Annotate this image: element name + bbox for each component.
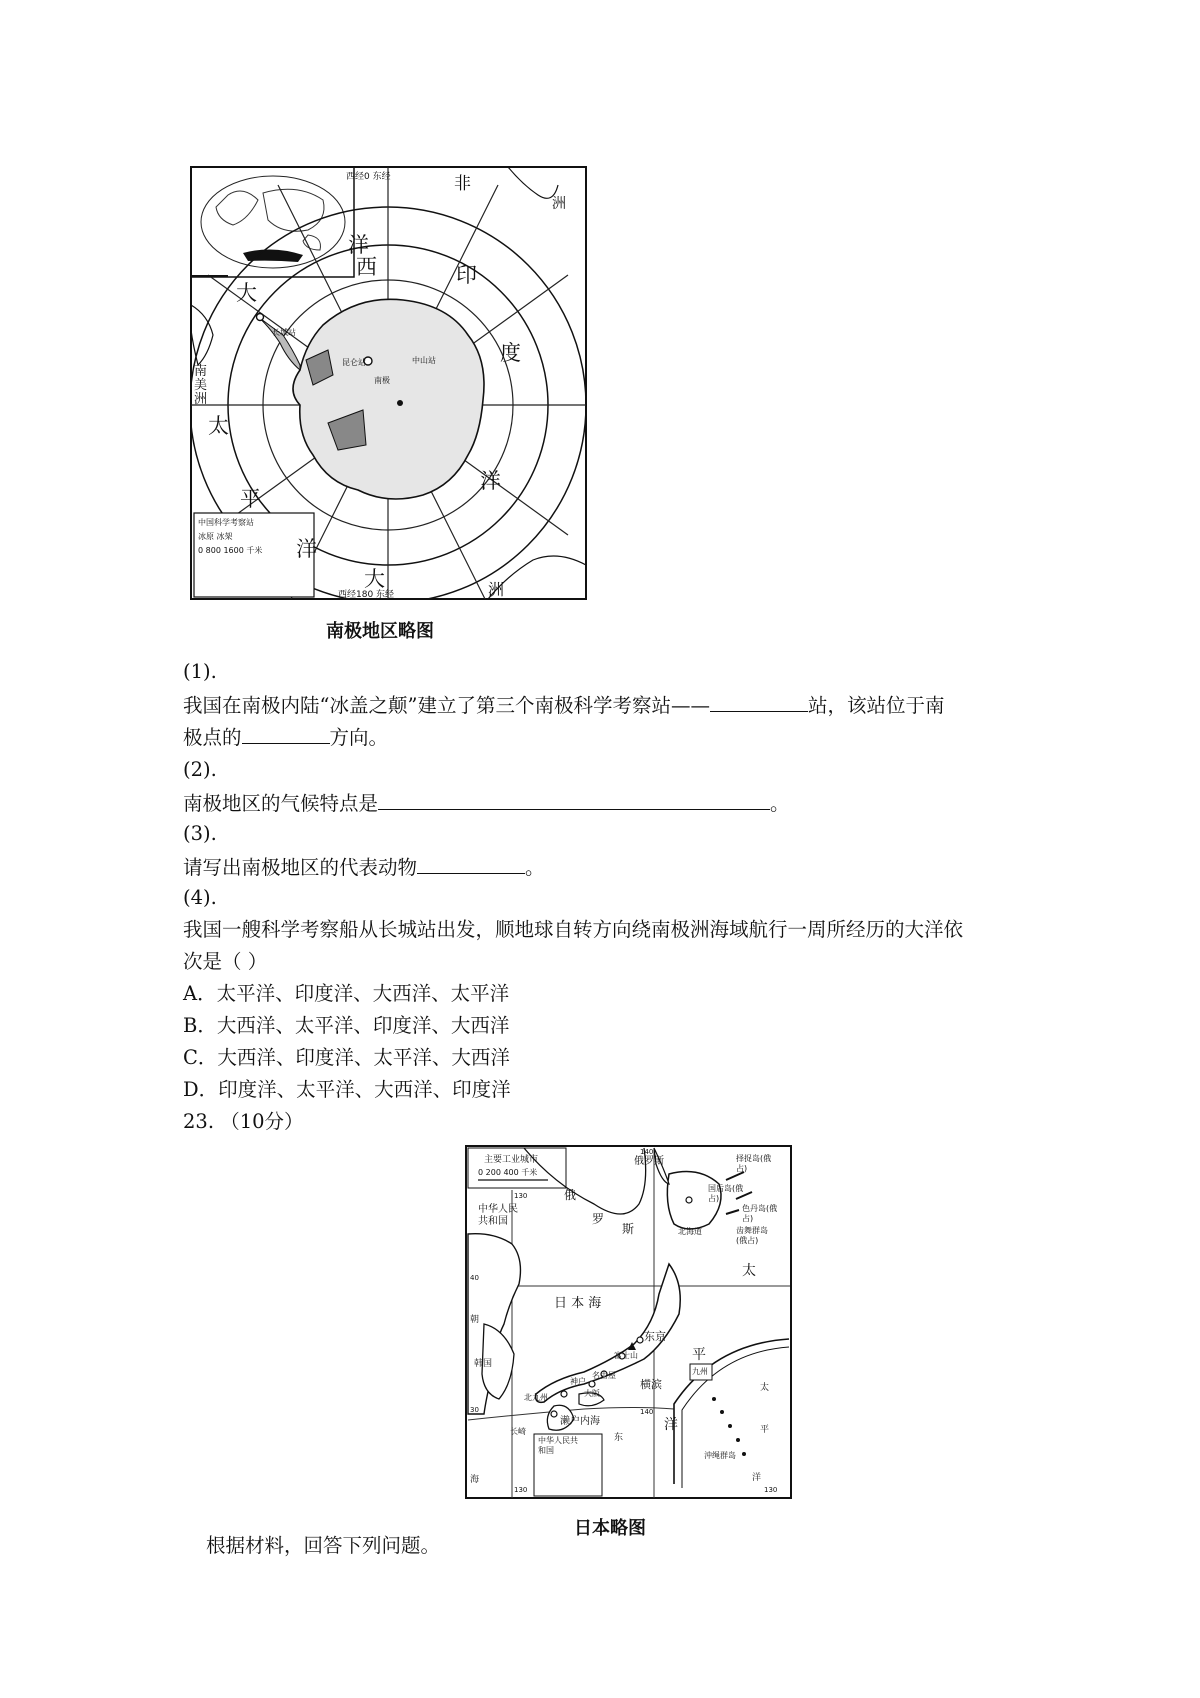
label-pacific-ping: 平 — [692, 1347, 706, 1363]
label-yang-small: 洋 — [752, 1473, 762, 1483]
option-c[interactable]: C．大西洋、印度洋、太平洋、大西洋 — [183, 1046, 510, 1069]
pacific-char-tai: 太 — [208, 414, 229, 438]
deg-140-top: 140 — [640, 1148, 654, 1156]
legend-station: 中国科学考察站 — [198, 518, 254, 527]
deg-130-inset: 130 — [764, 1486, 778, 1494]
meridian-top-label: 西经0 东经 — [346, 172, 391, 182]
q1-line-2 — [183, 724, 388, 750]
label-dong: 东 — [614, 1433, 624, 1443]
label-sea-small: 海 — [470, 1475, 480, 1485]
australia-char-zhou: 洲 — [488, 580, 505, 599]
label-nagoya: 名古屋 — [592, 1371, 616, 1380]
meridian-bottom-label: 西经180 东经 — [338, 590, 395, 600]
deg-40: 40 — [470, 1274, 479, 1282]
q2-text-a: 南极地区的气候特点是 — [183, 792, 379, 815]
q1-text-a: 我国在南极内陆“冰盖之颠”建立了第三个南极科学考察站—— — [183, 694, 710, 717]
antarctic-map — [188, 165, 588, 602]
atlantic-char-yang: 洋 — [348, 233, 369, 257]
zhongshan-station-label: 中山站 — [412, 356, 436, 365]
label-ping-small: 平 — [760, 1425, 770, 1435]
deg-30: 30 — [470, 1406, 479, 1414]
q1-text-d: 方向。 — [329, 726, 389, 749]
label-russia: 俄罗斯 — [634, 1156, 664, 1167]
q1-text-c: 极点的 — [183, 726, 242, 749]
label-e-o: 俄 — [564, 1188, 577, 1202]
label-pacific-tai: 太 — [742, 1263, 756, 1279]
label-nagasaki: 长崎 — [510, 1427, 526, 1436]
deg-140-mid: 140 — [640, 1408, 654, 1416]
pacific-char-ping: 平 — [240, 487, 261, 511]
indian-char-du: 度 — [500, 341, 521, 365]
indian-char-yin: 印 — [456, 263, 477, 287]
label-okinawa: 沖绳群岛 — [704, 1451, 736, 1460]
label-korea: 韩国 — [474, 1359, 493, 1369]
label-e-si: 斯 — [622, 1222, 635, 1236]
legend-ice: 冰原 冰架 — [198, 532, 233, 541]
japan-legend-title: 主要工业城市 — [484, 1155, 539, 1165]
q4-line-1: 我国一艘科学考察船从长城站出发，顺地球自转方向绕南极洲海域航行一周所经历的大洋依 — [183, 918, 964, 941]
option-a[interactable]: A．太平洋、印度洋、大西洋、太平洋 — [183, 982, 510, 1005]
africa-char-zhou: 洲 — [552, 196, 566, 212]
label-e-luo: 罗 — [592, 1212, 605, 1226]
indian-char-yang: 洋 — [480, 469, 501, 493]
q1-blank-station[interactable] — [710, 692, 808, 712]
q2-text-b: 。 — [770, 792, 790, 815]
label-kobe: 神户 — [570, 1377, 586, 1386]
label-china-inset: 中华人民共和国 — [538, 1436, 578, 1455]
label-tokyo: 东京 — [644, 1330, 666, 1343]
label-osaka: 大阪 — [584, 1389, 600, 1398]
option-b[interactable]: B．大西洋、太平洋、印度洋、大西洋 — [183, 1014, 510, 1037]
south-america-label: 南美洲 — [194, 364, 208, 407]
south-pole-label: 南极 — [374, 376, 390, 385]
q3-blank-animal[interactable] — [417, 854, 525, 874]
q4-number: (4). — [183, 886, 217, 909]
label-sea-of-japan: 日 本 海 — [554, 1296, 602, 1311]
q3-line — [183, 854, 545, 880]
atlantic-char-xi: 西 — [356, 255, 377, 279]
q3-text-b: 。 — [525, 856, 545, 879]
kunlun-station-label: 昆仑站 — [342, 358, 366, 367]
q3-number: (3). — [183, 822, 217, 845]
deg-130-bottom: 130 — [514, 1486, 528, 1494]
pacific-char-yang: 洋 — [296, 537, 317, 561]
material-instruction: 根据材料，回答下列问题。 — [206, 1534, 441, 1557]
australia-char-da: 大 — [364, 567, 385, 591]
label-habomai: 齿舞群岛(俄占) — [736, 1226, 768, 1245]
label-setonaikai: 濑户内海 — [560, 1416, 600, 1427]
japan-legend-scale: 0 200 400 千米 — [478, 1168, 538, 1177]
label-kyushu: 九州 — [692, 1367, 708, 1376]
great-wall-station-label: 长城站 — [272, 328, 296, 337]
label-pacific-yang: 洋 — [664, 1417, 678, 1433]
legend-scale: 0 800 1600 千米 — [198, 546, 263, 555]
label-china: 中华人民共和国 — [478, 1204, 518, 1227]
atlantic-char-da: 大 — [236, 281, 257, 305]
q1-line-1 — [183, 692, 944, 718]
q2-line — [183, 790, 790, 816]
q1-text-b: 站，该站位于南 — [807, 694, 945, 717]
label-tai-small: 太 — [760, 1383, 770, 1393]
japan-map-caption: 日本略图 — [574, 1518, 646, 1539]
label-kitakyushu: 北九州 — [524, 1393, 548, 1402]
q1-number: (1). — [183, 660, 217, 683]
q1-blank-direction[interactable] — [242, 724, 330, 744]
q2-number: (2). — [183, 758, 217, 781]
q3-text-a: 请写出南极地区的代表动物 — [183, 856, 418, 879]
q2-blank-climate[interactable] — [378, 790, 770, 810]
label-chosen: 朝 — [470, 1315, 480, 1325]
label-yokohama: 横滨 — [640, 1378, 662, 1391]
label-shikotan: 色丹岛(俄占) — [742, 1204, 778, 1223]
deg-130-top: 130 — [514, 1192, 528, 1200]
label-etorofu: 择捉岛(俄占) — [736, 1154, 772, 1173]
label-fuji: 富士山 — [614, 1351, 638, 1360]
africa-char-fei: 非 — [454, 174, 471, 194]
label-kunashiri: 国后岛(俄占) — [708, 1184, 744, 1203]
japan-map — [464, 1144, 794, 1502]
label-hokkaido: 北海道 — [678, 1227, 702, 1236]
q4-line-2: 次是（ ） — [183, 950, 268, 973]
antarctic-map-caption: 南极地区略图 — [326, 621, 434, 642]
option-d[interactable]: D．印度洋、太平洋、大西洋、印度洋 — [183, 1078, 511, 1101]
question-23-heading: 23. （10分） — [183, 1110, 304, 1133]
